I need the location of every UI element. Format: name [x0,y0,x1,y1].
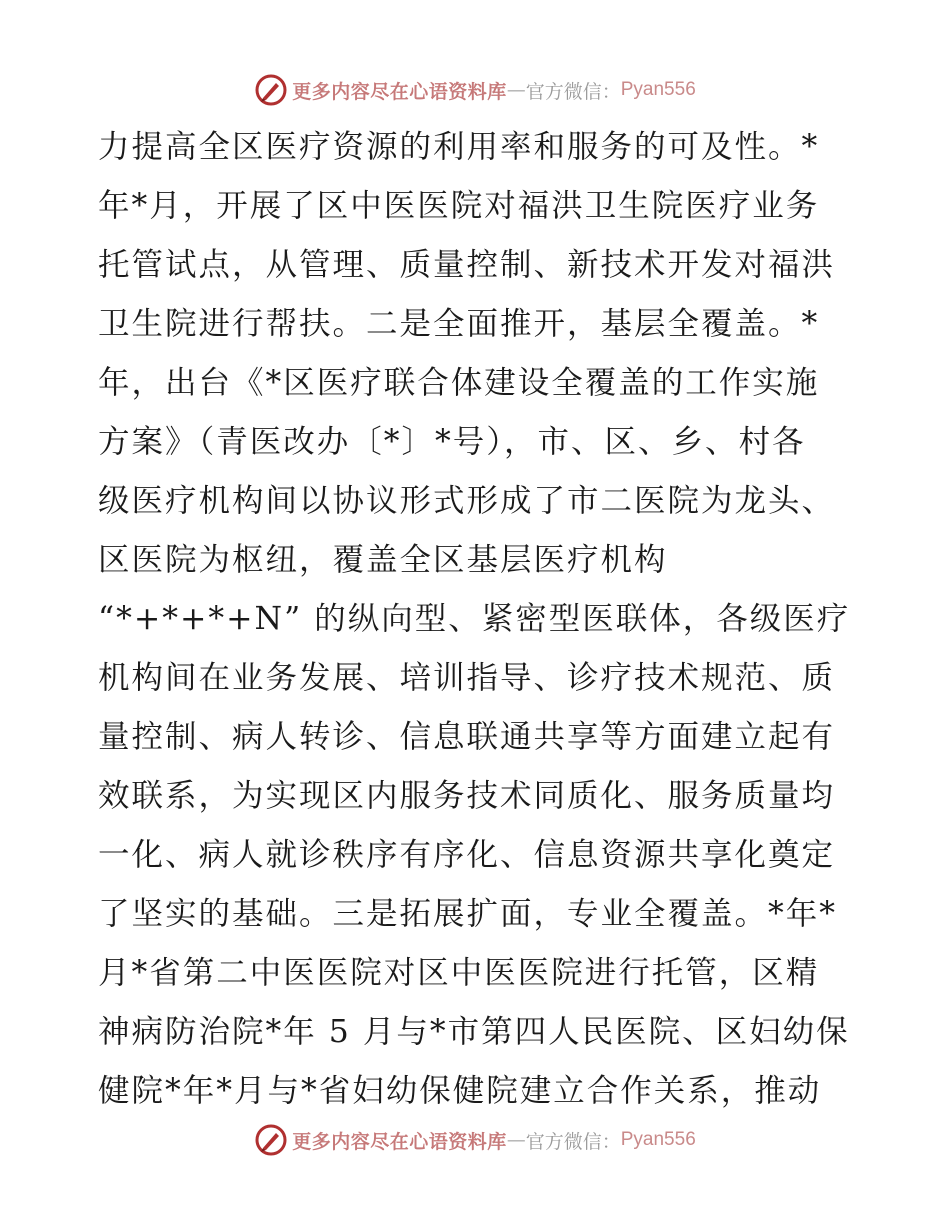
body-line: 方案》（青医改办〔*〕*号），市、区、乡、村各 [98,424,806,460]
body-line: 卫生院进行帮扶。二是全面推开，基层全覆盖。* [98,306,820,342]
banner-separator: — [506,79,526,101]
body-line: 神病防治院*年 5 月与*市第四人民医院、区妇幼保 [98,1014,850,1050]
banner-brand: 更多内容尽在心语资料库 [292,80,507,103]
body-line: 效联系，为实现区内服务技术同质化、服务质量均 [98,778,836,814]
body-line: 区医院为枢纽，覆盖全区基层医疗机构 [98,542,668,578]
banner-separator: — [506,1129,526,1151]
body-line: 量控制、病人转诊、信息联通共享等方面建立起有 [98,719,836,755]
body-line: 月*省第二中医医院对区中医医院进行托管，区精 [98,955,820,991]
body-line: 托管试点，从管理、质量控制、新技术开发对福洪 [98,247,836,283]
pen-logo-icon [254,1123,288,1157]
body-line: 一化、病人就诊秩序有序化、信息资源共享化奠定 [98,837,836,873]
banner-wechat-id: Pyan556 [620,1129,696,1150]
body-line: 年，出台《*区医疗联合体建设全覆盖的工作实施 [98,365,820,401]
header-banner [0,70,950,110]
body-line: 健院*年*月与*省妇幼保健院建立合作关系，推动 [98,1073,822,1109]
body-line: 级医疗机构间以协议形式形成了市二医院为龙头、 [98,483,836,519]
body-line: 力提高全区医疗资源的利用率和服务的可及性。* [98,129,820,165]
banner-wechat-id: Pyan556 [620,79,696,100]
document-body [98,118,858,1121]
banner-label: 官方微信： [525,1130,621,1153]
banner-brand: 更多内容尽在心语资料库 [292,1130,507,1153]
body-line: 了坚实的基础。三是拓展扩面，专业全覆盖。*年* [98,896,838,932]
body-line: 机构间在业务发展、培训指导、诊疗技术规范、质 [98,660,836,696]
footer-banner [0,1120,950,1160]
body-line: “*+*+*+N” 的纵向型、紧密型医联体，各级医疗 [98,601,851,637]
body-line: 年*月，开展了区中医医院对福洪卫生院医疗业务 [98,188,820,224]
pen-logo-icon [254,73,288,107]
banner-label: 官方微信： [525,80,621,103]
